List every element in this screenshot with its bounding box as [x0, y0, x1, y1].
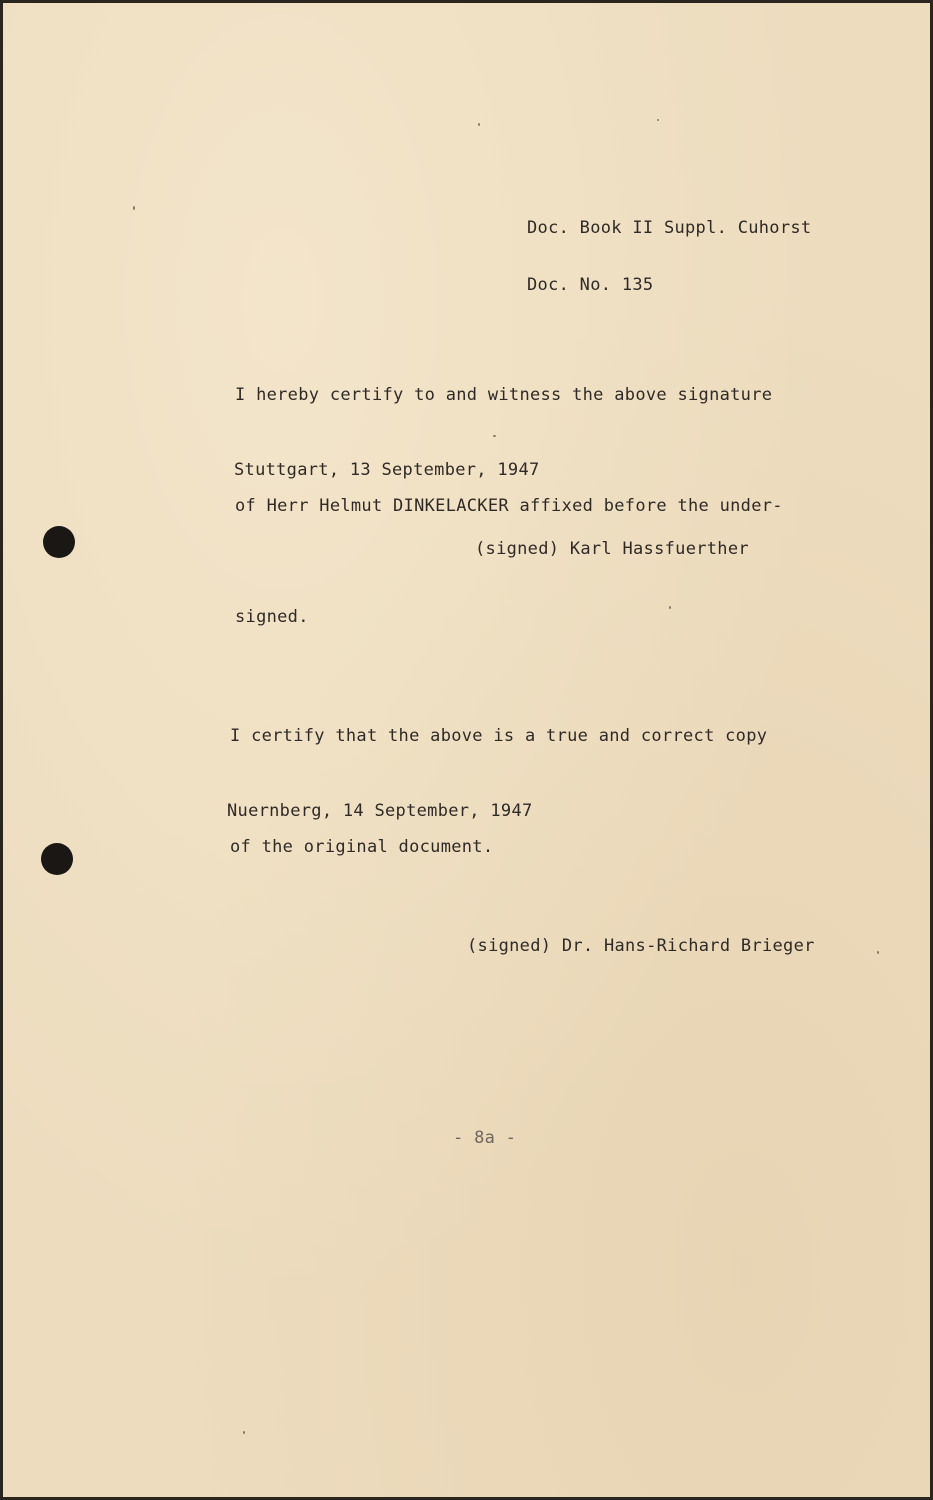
copy-certification-line-1: I certify that the above is a true and correct copy: [230, 726, 768, 746]
certification-line-3: signed.: [235, 607, 309, 627]
paper-speck: [478, 123, 480, 126]
page-number: - 8a -: [453, 1128, 517, 1148]
paper-speck: [133, 206, 135, 210]
punch-hole-top: [43, 526, 75, 558]
doc-number-line: Doc. No. 135: [527, 275, 654, 295]
doc-book-line: Doc. Book II Suppl. Cuhorst: [527, 218, 812, 238]
place-date-stuttgart: Stuttgart, 13 September, 1947: [234, 460, 540, 480]
signature-hassfuerther: (signed) Karl Hassfuerther: [475, 539, 749, 559]
certification-line-1: I hereby certify to and witness the above signature: [235, 385, 773, 405]
paper-speck: [243, 1431, 245, 1434]
paper-speck: [657, 119, 659, 121]
certification-line-2: of Herr Helmut DINKELACKER affixed before the under-: [235, 496, 783, 516]
punch-hole-bottom: [41, 843, 73, 875]
signature-brieger: (signed) Dr. Hans-Richard Brieger: [467, 936, 815, 956]
document-page: [3, 3, 930, 1497]
copy-certification-line-2: of the original document.: [230, 837, 494, 857]
copy-certification: [230, 644, 767, 940]
place-date-nuernberg: Nuernberg, 14 September, 1947: [227, 801, 533, 821]
paper-speck: [877, 951, 879, 954]
